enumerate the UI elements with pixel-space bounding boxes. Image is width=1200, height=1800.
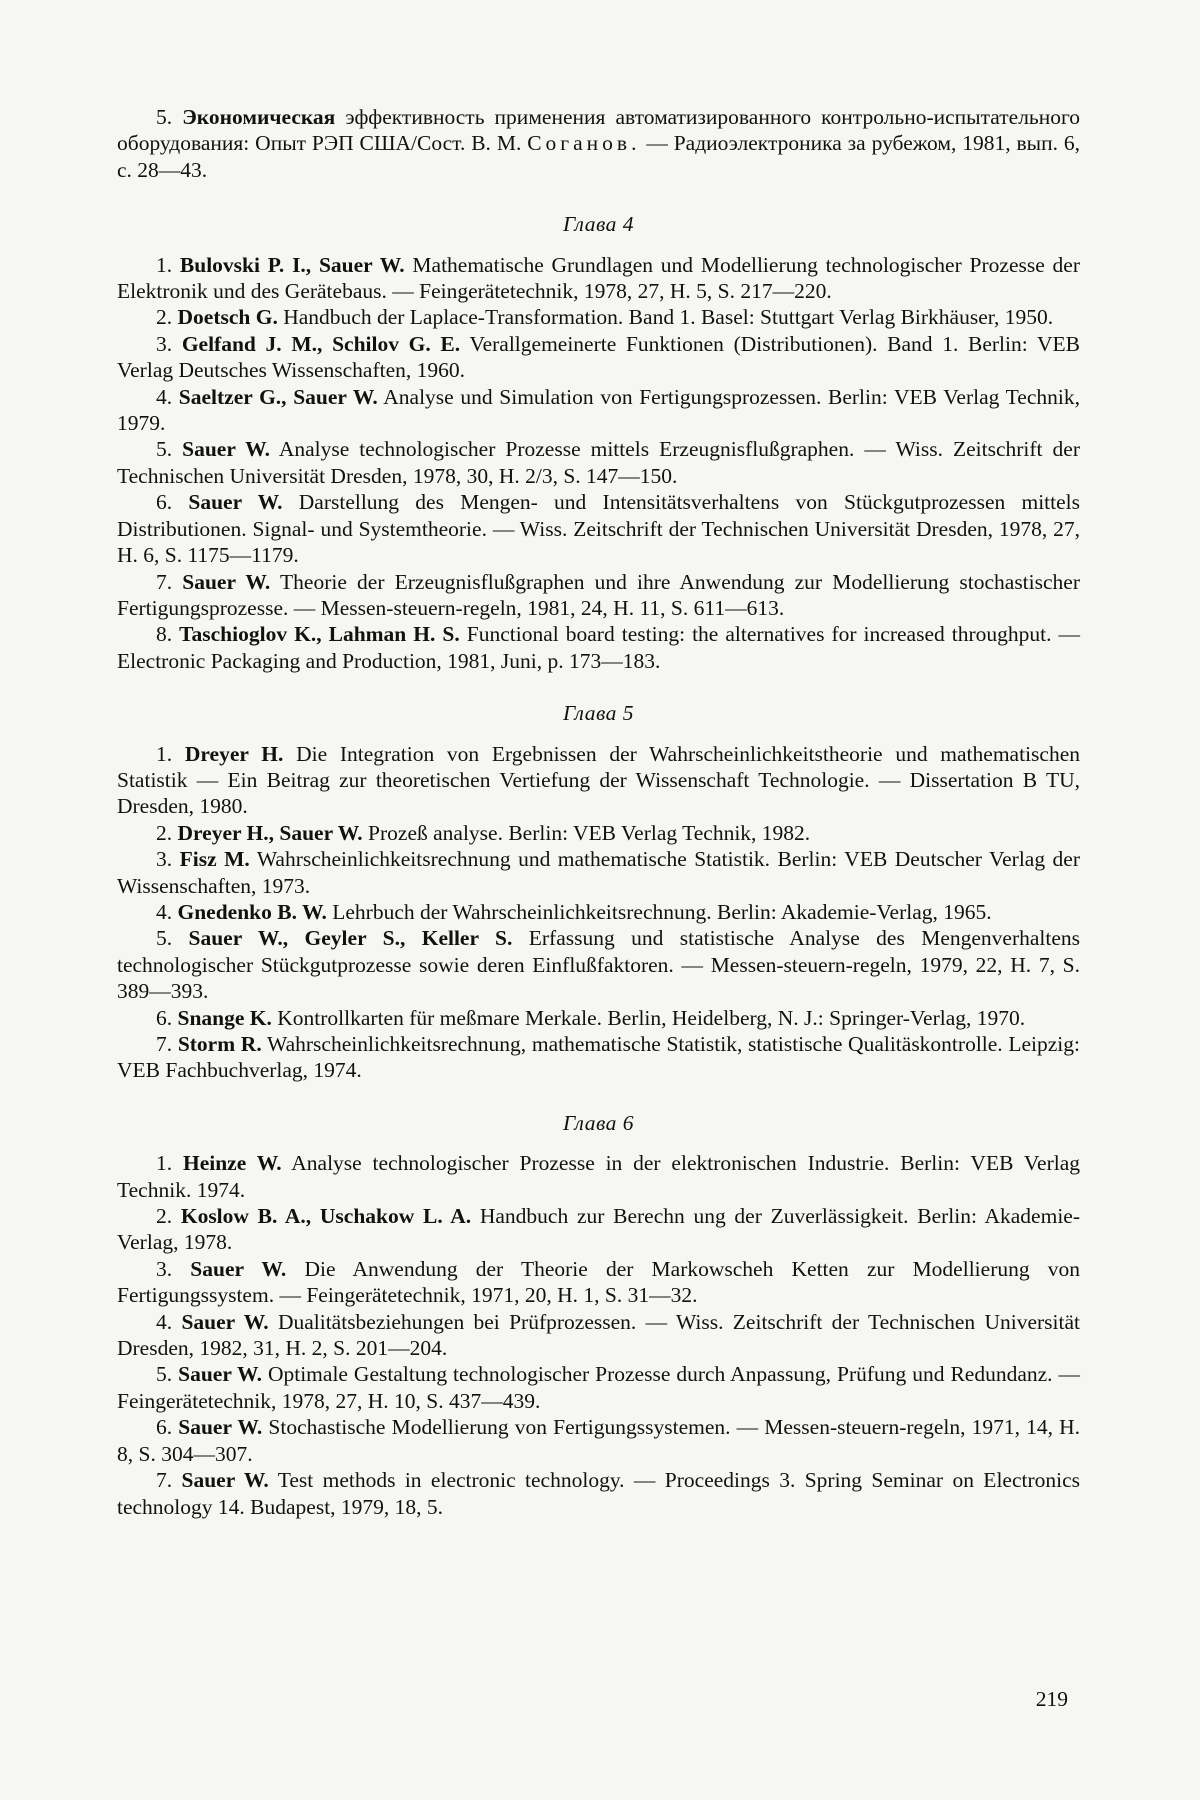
- entry-text: Stochastische Modellierung von Fertigungssystemen. — Messen-steuern-regeln, 1971, 14, H. 8, S. 304—307.: [117, 1415, 1081, 1466]
- entry-number: 3.: [156, 331, 173, 356]
- chapter-heading: Глава 6: [562, 1110, 635, 1135]
- entry-number: 4.: [156, 1309, 173, 1334]
- entry-number: 2.: [156, 305, 173, 330]
- entry-text: Theorie der Erzeugnisflußgraphen und ihre Anwendung zur Modellierung stochastischer Fertigungsprozesse. — Messen-steuern-regeln, 1981, 24, H. 11, S. 611—613.: [117, 569, 1080, 620]
- entry-number: 3.: [156, 1256, 173, 1281]
- reference-entry: [117, 1361, 1080, 1414]
- entry-number: 8.: [156, 622, 173, 647]
- entry-author: Storm R.: [177, 1032, 262, 1056]
- entry-number: 1.: [156, 1151, 173, 1176]
- entry-text: Die Anwendung der Theorie der Markowscheh Ketten zur Modellierung von Fertigungssystem. — Feingerätetechnik, 1971, 20, H. 1, S. 31—32.: [117, 1256, 1081, 1308]
- entry-author: Экономическая: [182, 105, 336, 129]
- entry-number: 7.: [156, 569, 173, 594]
- entry-text: Test methods in electronic technology. — Proceedings 3. Spring Seminar on Electronics technology 14. Budapest, 1979, 18, 5.: [117, 1468, 1081, 1519]
- entry-text: Dualitätsbeziehungen bei Prüfprozessen. — Wiss. Zeitschrift der Technischen Universität Dresden, 1982, 31, H. 2, S. 201—204.: [117, 1309, 1081, 1361]
- reference-entry: [117, 1203, 1080, 1256]
- entry-text: Mathematische Grundlagen und Modellierung technologischer Prozesse der Elektronik und des Gerätebaus. — Feingerätetechnik, 1978, 27, H. 5, S. 217—220.: [117, 252, 1080, 304]
- entry-text: Kontrollkarten für meßmare Merkale. Berlin, Heidelberg, N. J.: Springer-Verlag, 1970.: [277, 1005, 1026, 1030]
- reference-entry: [117, 1150, 1080, 1203]
- entry-number: 6.: [156, 490, 173, 515]
- entry-text-continued: — Радиоэлектроника за рубежом, 1981, вып. 6, с. 28—43.: [117, 131, 1081, 182]
- entry-number: 1.: [156, 741, 173, 766]
- entry-author: Koslow B. A., Uschakow L. A.: [180, 1204, 472, 1229]
- entry-text: Wahrscheinlichkeitsrechnung, mathematische Statistik, statistische Qualitäskontrolle. Leipzig: VEB Fachbuchverlag, 1974.: [117, 1032, 1080, 1083]
- entry-text: эффективность применения автоматизированного контрольно-испытательного оборудования: Опыт РЭП США/Сост. В. М.: [117, 105, 1081, 156]
- entry-author: Doetsch G.: [177, 305, 278, 330]
- entry-author: Sauer W.: [182, 569, 271, 594]
- entry-author: Saeltzer G., Sauer W.: [178, 384, 378, 409]
- entry-author: Sauer W.: [190, 1256, 287, 1281]
- reference-entry: [117, 489, 1080, 568]
- entry-text: Darstellung des Mengen- und Intensitätsverhaltens von Stückgutprozessen mittels Distributionen. Signal- und Systemtheorie. — Wiss. Zeitschrift der Technischen Universität Dresden, 1978, 27, H. 6, S. 1175—1179.: [117, 490, 1081, 568]
- reference-entry: [117, 925, 1080, 1004]
- reference-entry: [117, 1031, 1080, 1084]
- entry-text: Die Integration von Ergebnissen der Wahrscheinlichkeitstheorie und mathematischen Statistik — Ein Beitrag zur theoretischen Vertiefung der Wissenschaft Technologie. — Dissertation B TU, Dresden, 1980.: [117, 741, 1080, 819]
- entry-text: Lehrbuch der Wahrscheinlichkeitsrechnung. Berlin: Akademie-Verlag, 1965.: [332, 899, 992, 924]
- entry-author: Gelfand J. M., Schilov G. E.: [181, 331, 461, 356]
- entry-author: Fisz M.: [179, 847, 250, 872]
- entry-number: 6.: [156, 1005, 173, 1030]
- reference-entry: [117, 741, 1080, 820]
- reference-entry-top: [117, 104, 1080, 183]
- entry-author: Sauer W.: [178, 1415, 263, 1440]
- reference-entry: [117, 1467, 1080, 1520]
- entry-number: 5.: [156, 926, 173, 951]
- reference-entry: [117, 331, 1080, 384]
- entry-text: Functional board testing: the alternatives for increased throughput. — Electronic Packaging and Production, 1981, Juni, p. 173—183.: [117, 622, 1081, 673]
- entry-author: Snange K.: [177, 1005, 272, 1030]
- reference-entry: [117, 384, 1080, 437]
- reference-entry: [117, 846, 1080, 899]
- entry-number: 7.: [156, 1032, 173, 1056]
- entry-number: 5.: [156, 105, 173, 129]
- entry-author: Gnedenko B. W.: [177, 899, 327, 924]
- reference-entry: [117, 436, 1080, 489]
- entry-text: Handbuch zur Berechn ung der Zuverlässigkeit. Berlin: Akademie-Verlag, 1978.: [117, 1204, 1080, 1255]
- entry-number: 4.: [156, 384, 173, 409]
- entry-author: Sauer W.: [181, 1468, 269, 1493]
- entry-author: Bulovski P. I., Sauer W.: [179, 252, 405, 277]
- reference-entry: [117, 820, 1080, 846]
- entry-number: 5.: [156, 437, 173, 462]
- entry-number: 2.: [156, 820, 173, 845]
- chapter-heading: Глава 4: [562, 212, 635, 237]
- reference-entry: [117, 899, 1080, 925]
- entry-text: Verallgemeinerte Funktionen (Distributionen). Band 1. Berlin: VEB Verlag Deutsches Wissenschaften, 1960.: [117, 331, 1081, 383]
- entry-text: Prozeß analyse. Berlin: VEB Verlag Technik, 1982.: [368, 820, 811, 845]
- entry-author: Sauer W., Geyler S., Keller S.: [188, 926, 513, 951]
- chapter-heading: Глава 5: [562, 701, 635, 726]
- entry-number: 6.: [156, 1415, 173, 1440]
- reference-entry: [117, 1309, 1080, 1362]
- entry-text: Erfassung und statistische Analyse des Mengenverhaltens technologischer Stückgutprozesse sowie deren Einflußfaktoren. — Messen-steuern-regeln, 1979, 22, H. 7, S. 389—393.: [117, 926, 1081, 1004]
- page-number: 219: [1035, 1687, 1068, 1711]
- reference-entry: [117, 1256, 1080, 1309]
- reference-entry: [117, 1005, 1080, 1031]
- entry-text: Handbuch der Laplace-Transformation. Band 1. Basel: Stuttgart Verlag Birkhäuser, 1950.: [283, 305, 1054, 330]
- entry-text: Analyse technologischer Prozesse in der elektronischen Industrie. Berlin: VEB Verlag Technik. 1974.: [117, 1151, 1080, 1202]
- entry-text: Analyse technologischer Prozesse mittels Erzeugnisflußgraphen. — Wiss. Zeitschrift der Technischen Universität Dresden, 1978, 30, H. 2/3, S. 147—150.: [117, 437, 1080, 488]
- entry-author: Taschioglov K., Lahman H. S.: [179, 622, 460, 647]
- chapters-container: [117, 211, 1080, 1520]
- entry-number: 2.: [156, 1204, 173, 1229]
- entry-author: Sauer W.: [188, 490, 283, 515]
- entry-number: 4.: [156, 899, 173, 924]
- entry-number: 7.: [156, 1468, 173, 1493]
- entry-author: Heinze W.: [182, 1151, 282, 1176]
- reference-entry: [117, 1414, 1080, 1467]
- reference-entry: [117, 621, 1080, 674]
- entry-number: 5.: [156, 1362, 173, 1387]
- reference-entry: [117, 304, 1080, 330]
- entry-number: 3.: [156, 847, 173, 872]
- entry-number: 1.: [156, 252, 173, 277]
- entry-author: Sauer W.: [178, 1362, 262, 1387]
- entry-text: Wahrscheinlichkeitsrechnung und mathematische Statistik. Berlin: VEB Deutscher Verlag der Wissenschaften, 1973.: [117, 847, 1081, 898]
- entry-author: Sauer W.: [181, 1309, 269, 1334]
- entry-text: Analyse und Simulation von Fertigungsprozessen. Berlin: VEB Verlag Technik, 1979.: [117, 384, 1080, 436]
- entry-author: Dreyer H., Sauer W.: [177, 820, 363, 845]
- entry-author: Sauer W.: [182, 437, 270, 462]
- entry-author: Dreyer H.: [184, 741, 284, 766]
- reference-entry: [117, 569, 1080, 622]
- entry-text: Optimale Gestaltung technologischer Prozesse durch Anpassung, Prüfung und Redundanz. — Feingerätetechnik, 1978, 27, H. 10, S. 437—439.: [117, 1362, 1081, 1413]
- entry-spaced-name: Соганов.: [527, 131, 641, 156]
- reference-entry: [117, 252, 1080, 305]
